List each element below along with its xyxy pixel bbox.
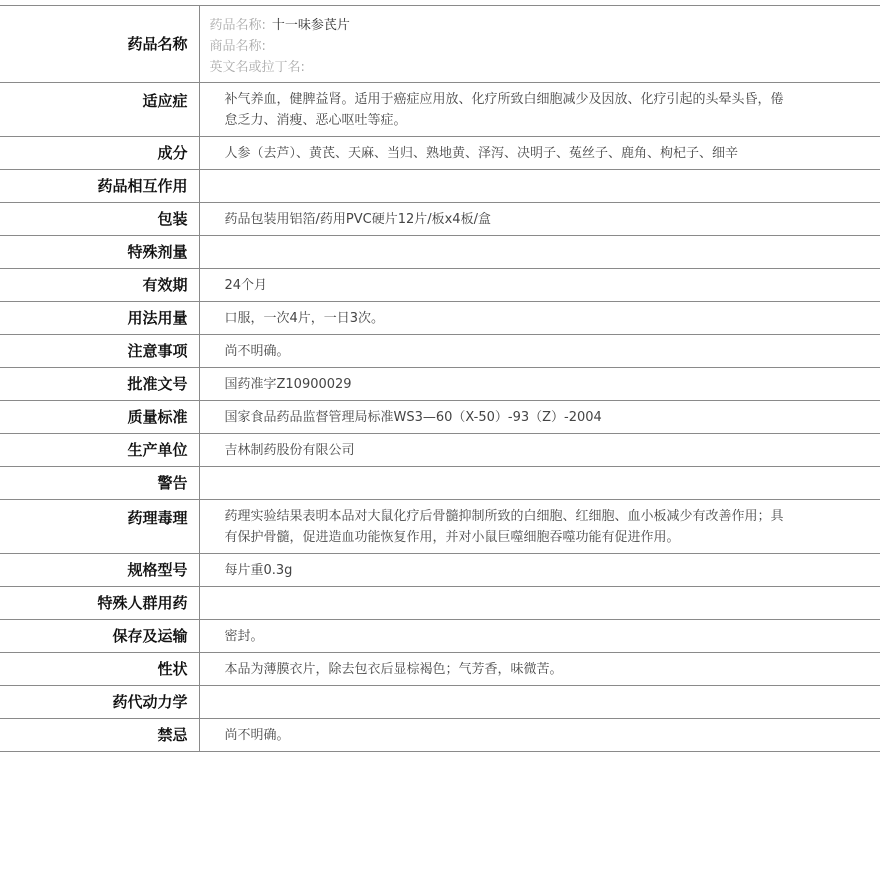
- row-value: 吉林制药股份有限公司: [199, 434, 880, 467]
- trade-name-key: 商品名称:: [209, 39, 266, 54]
- row-value: [199, 587, 880, 620]
- row-label: 生产单位: [0, 434, 199, 467]
- row-value: 国药准字Z10900029: [199, 368, 880, 401]
- row-label: 注意事项: [0, 335, 199, 368]
- generic-name-value: 十一味参芪片: [271, 18, 350, 33]
- row-label: 用法用量: [0, 302, 199, 335]
- row-description: [0, 653, 880, 686]
- row-packaging: [0, 203, 880, 236]
- drug-name-cell: [199, 6, 880, 83]
- row-label: 有效期: [0, 269, 199, 302]
- row-label: 成分: [0, 137, 199, 170]
- row-storage: [0, 620, 880, 653]
- row-value: 本品为薄膜衣片，除去包衣后显棕褐色；气芳香，味微苦。: [199, 653, 880, 686]
- row-specification: [0, 554, 880, 587]
- row-value: [199, 236, 880, 269]
- row-shelf-life: [0, 269, 880, 302]
- row-drug-name: [0, 6, 880, 83]
- row-value: 每片重0.3g: [199, 554, 880, 587]
- row-label: 药品相互作用: [0, 170, 199, 203]
- row-label: 警告: [0, 467, 199, 500]
- row-warning: [0, 467, 880, 500]
- row-value: 国家食品药品监督管理局标准WS3—60（X-50）-93（Z）-2004: [199, 401, 880, 434]
- row-manufacturer: [0, 434, 880, 467]
- generic-name-key: 药品名称:: [209, 18, 266, 33]
- row-value: 密封。: [199, 620, 880, 653]
- row-value: [199, 467, 880, 500]
- row-pharmacokinetics: [0, 686, 880, 719]
- english-name-key: 英文名或拉丁名:: [209, 60, 305, 75]
- row-interactions: [0, 170, 880, 203]
- generic-name-line: [210, 15, 791, 36]
- trade-name-line: [210, 36, 791, 57]
- row-label: 保存及运输: [0, 620, 199, 653]
- row-usage: [0, 302, 880, 335]
- row-label: 适应症: [0, 83, 199, 137]
- row-value: 补气养血，健脾益肾。适用于癌症应用放、化疗所致白细胞减少及因放、化疗引起的头晕头昏，倦怠乏力、消瘦、恶心呕吐等症。: [199, 83, 880, 137]
- row-value: 24个月: [199, 269, 880, 302]
- row-label: 特殊人群用药: [0, 587, 199, 620]
- row-quality-standard: [0, 401, 880, 434]
- row-ingredients: [0, 137, 880, 170]
- row-special-populations: [0, 587, 880, 620]
- row-contraindications: [0, 719, 880, 752]
- row-special-dosage: [0, 236, 880, 269]
- row-approval-number: [0, 368, 880, 401]
- row-value: [199, 170, 880, 203]
- row-value: 口服，一次4片，一日3次。: [199, 302, 880, 335]
- row-label: 禁忌: [0, 719, 199, 752]
- row-value: 药理实验结果表明本品对大鼠化疗后骨髓抑制所致的白细胞、红细胞、血小板减少有改善作用；具有保护骨髓，促进造血功能恢复作用，并对小鼠巨噬细胞吞噬功能有促进作用。: [199, 500, 880, 554]
- row-pharmacology: [0, 500, 880, 554]
- row-label: 药代动力学: [0, 686, 199, 719]
- row-value: 尚不明确。: [199, 719, 880, 752]
- row-label-drug-name: 药品名称: [0, 6, 199, 83]
- row-precautions: [0, 335, 880, 368]
- drug-info-table: [0, 5, 880, 752]
- row-value: 人参（去芦）、黄芪、天麻、当归、熟地黄、泽泻、决明子、菟丝子、鹿角、枸杞子、细辛: [199, 137, 880, 170]
- row-label: 规格型号: [0, 554, 199, 587]
- row-label: 质量标准: [0, 401, 199, 434]
- row-value: [199, 686, 880, 719]
- row-indications: [0, 83, 880, 137]
- row-label: 药理毒理: [0, 500, 199, 554]
- row-label: 特殊剂量: [0, 236, 199, 269]
- row-label: 包装: [0, 203, 199, 236]
- row-label: 批准文号: [0, 368, 199, 401]
- english-name-line: [210, 57, 791, 78]
- row-value: 药品包装用铝箔/药用PVC硬片12片/板x4板/盒: [199, 203, 880, 236]
- row-value: 尚不明确。: [199, 335, 880, 368]
- row-label: 性状: [0, 653, 199, 686]
